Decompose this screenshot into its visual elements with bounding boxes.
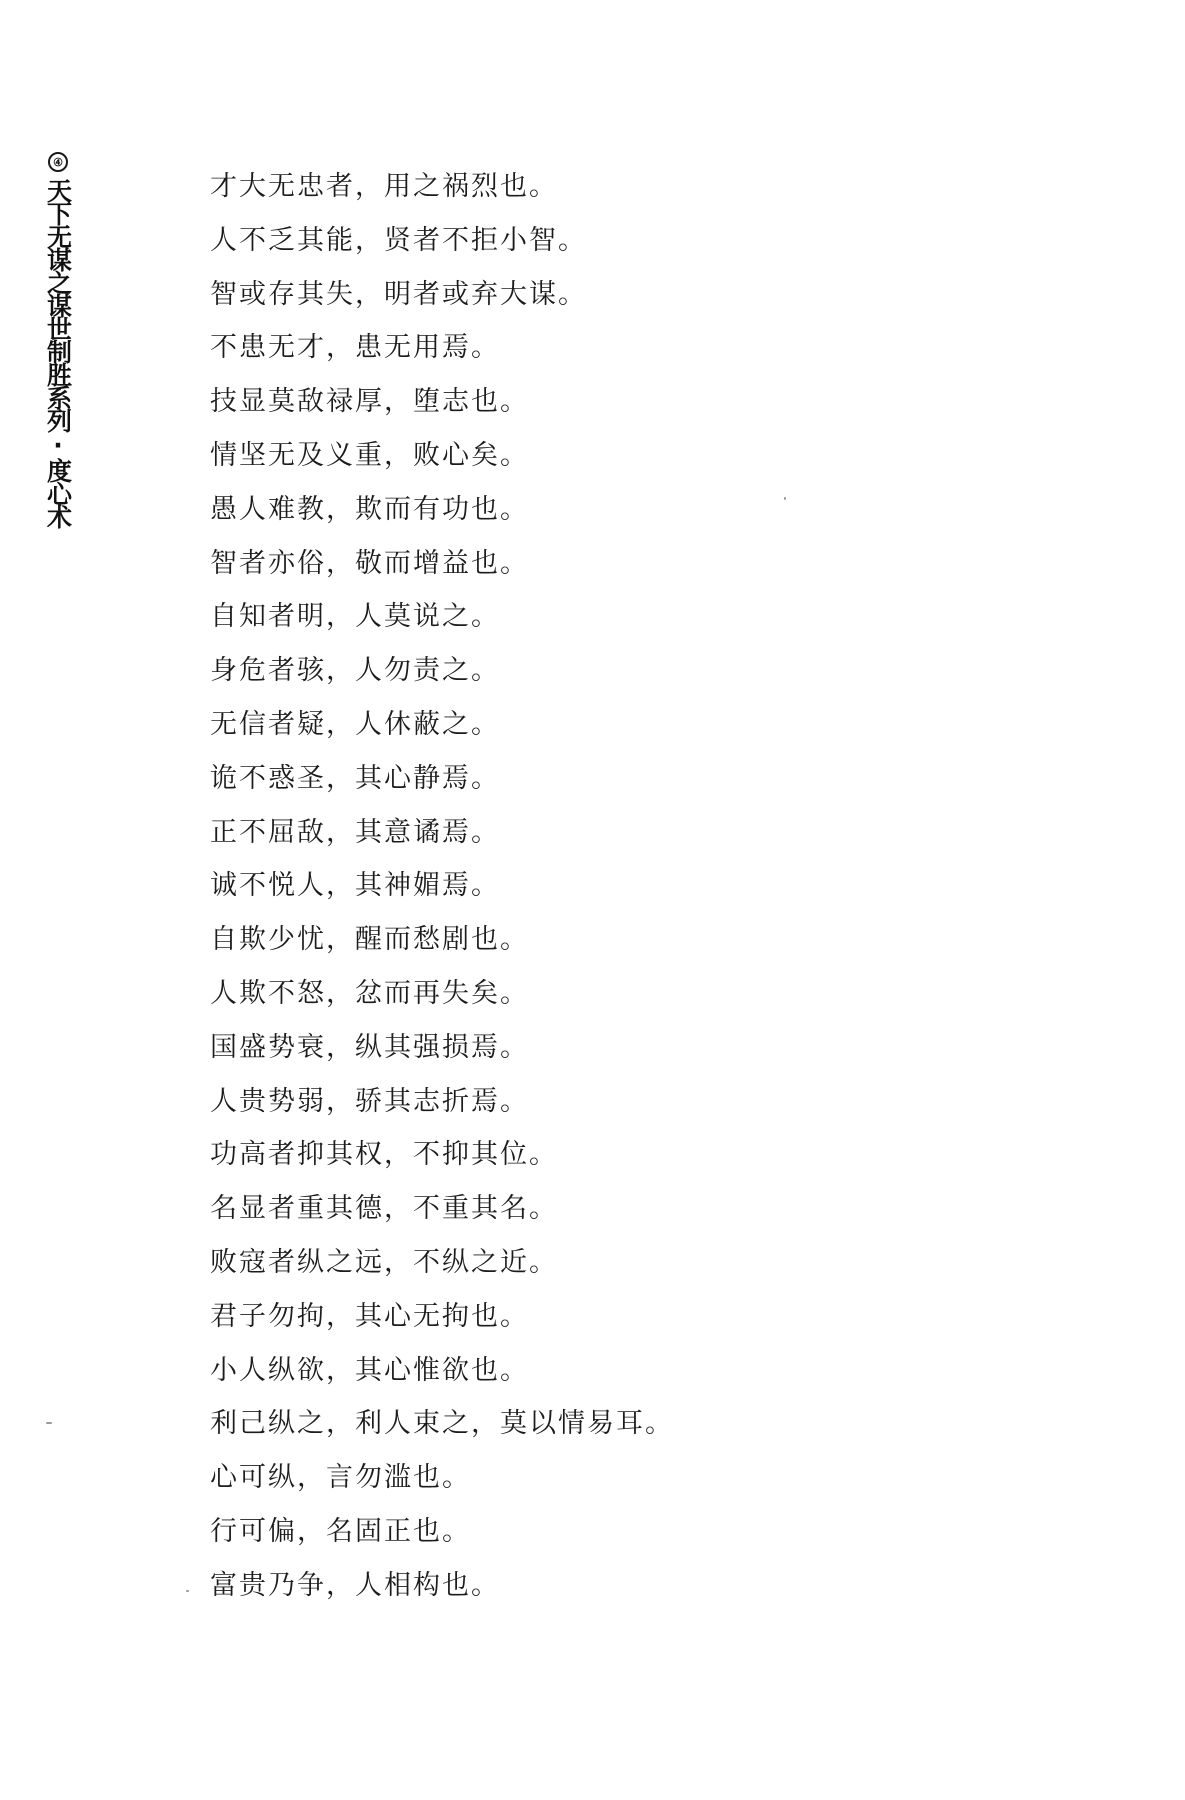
text-line: 利己纵之，利人束之，莫以情易耳。 (210, 1408, 674, 1440)
text-line: 富贵乃争，人相构也。 (210, 1569, 500, 1601)
text-line: 小人纵欲，其心惟欲也。 (210, 1354, 529, 1386)
text-line: 智或存其失，明者或弃大谋。 (210, 278, 587, 310)
text-line: 君子勿拘，其心无拘也。 (210, 1300, 529, 1332)
text-line: 功高者抑其权，不抑其位。 (210, 1139, 558, 1171)
text-line: 情坚无及义重，败心矣。 (210, 439, 529, 471)
text-line: 人欺不怒，忿而再失矣。 (210, 977, 529, 1009)
text-line: 自知者明，人莫说之。 (210, 601, 500, 633)
text-line: 行可偏，名固正也。 (210, 1515, 471, 1547)
page-number: ④ (48, 152, 68, 172)
scan-speck (784, 497, 786, 500)
text-line: 心可纵，言勿滥也。 (210, 1462, 471, 1494)
scan-speck (46, 1422, 52, 1424)
text-line: 不患无才，患无用焉。 (210, 332, 500, 364)
text-line: 诚不悦人，其神媚焉。 (210, 870, 500, 902)
text-line: 愚人难教，欺而有功也。 (210, 493, 529, 525)
scan-speck (186, 1590, 189, 1592)
series-title: 天下无谋之谋世制胜系列·度心术 (43, 178, 73, 527)
text-line: 智者亦俗，敬而增益也。 (210, 547, 529, 579)
text-line: 人贵势弱，骄其志折焉。 (210, 1085, 529, 1117)
text-line: 国盛势衰，纵其强损焉。 (210, 1031, 529, 1063)
text-line: 无信者疑，人休蔽之。 (210, 708, 500, 740)
text-line: 诡不惑圣，其心静焉。 (210, 762, 500, 794)
text-line: 人不乏其能，贤者不拒小智。 (210, 224, 587, 256)
text-line: 身危者骇，人勿责之。 (210, 655, 500, 687)
text-line: 技显莫敌禄厚，堕志也。 (210, 386, 529, 418)
body-text (210, 167, 1010, 1620)
text-line: 才大无忠者，用之祸烈也。 (210, 171, 558, 202)
text-line: 正不屈敌，其意谲焉。 (210, 816, 500, 848)
text-line: 名显者重其德，不重其名。 (210, 1193, 558, 1225)
running-header (38, 152, 78, 527)
text-line: 自欺少忧，醒而愁剧也。 (210, 924, 529, 956)
text-line: 败寇者纵之远，不纵之近。 (210, 1246, 558, 1278)
